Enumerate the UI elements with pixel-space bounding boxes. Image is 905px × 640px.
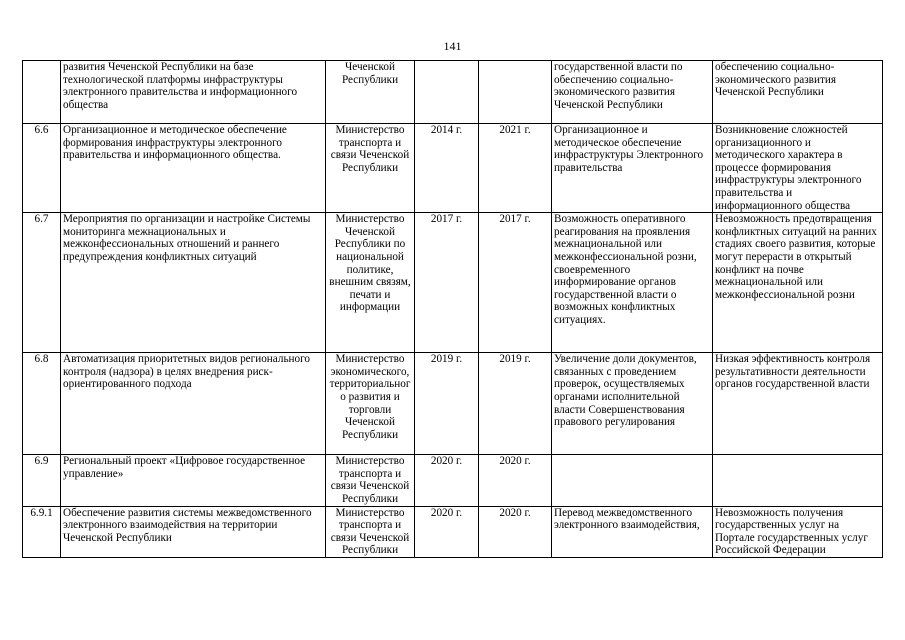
table-row: [23, 353, 883, 455]
table-row: [23, 61, 883, 124]
table-row: [23, 213, 883, 353]
row-number: 6.8: [23, 353, 61, 455]
end-date: 2020 г.: [479, 455, 552, 506]
measure-name: Автоматизация приоритетных видов регионального контроля (надзора) в целях внедрения риск-ориентированного подхода: [61, 353, 326, 455]
measure-name: Мероприятия по организации и настройке Системы мониторинга межнациональных и межконфессиональных отношений и раннего предупреждения конфликтных ситуаций: [61, 213, 326, 353]
consequence: [713, 455, 883, 506]
measure-name: развития Чеченской Республики на базе технологической платформы инфраструктуры электронного правительства и информационного общества: [61, 61, 326, 124]
row-number: 6.7: [23, 213, 61, 353]
start-date: 2020 г.: [415, 455, 479, 506]
measure-name: Организационное и методическое обеспечение формирования инфраструктуры электронного правительства и информационного общества.: [61, 124, 326, 213]
row-number: 6.6: [23, 124, 61, 213]
expected-result: государственной власти по обеспечению социально-экономического развития Чеченской Республики: [552, 61, 713, 124]
executor: Министерство Чеченской Республики по национальной политике, внешним связям, печати и информации: [326, 213, 415, 353]
executor: Чеченской Республики: [326, 61, 415, 124]
table-row: [23, 506, 883, 557]
consequence: Возникновение сложностей организационного и методического характера в процессе формирования инфраструктуры электронного правительства и информационного общества: [713, 124, 883, 213]
end-date: 2019 г.: [479, 353, 552, 455]
end-date: [479, 61, 552, 124]
start-date: 2017 г.: [415, 213, 479, 353]
end-date: 2017 г.: [479, 213, 552, 353]
start-date: 2019 г.: [415, 353, 479, 455]
executor: Министерство транспорта и связи Чеченской Республики: [326, 124, 415, 213]
consequence: Низкая эффективность контроля результативности деятельности органов государственной власти: [713, 353, 883, 455]
start-date: 2014 г.: [415, 124, 479, 213]
start-date: [415, 61, 479, 124]
measure-name: Региональный проект «Цифровое государственное управление»: [61, 455, 326, 506]
end-date: 2020 г.: [479, 506, 552, 557]
row-number: 6.9: [23, 455, 61, 506]
expected-result: [552, 455, 713, 506]
row-number: 6.9.1: [23, 506, 61, 557]
end-date: 2021 г.: [479, 124, 552, 213]
consequence: Невозможность получения государственных услуг на Портале государственных услуг Российской Федерации: [713, 506, 883, 557]
table-row: [23, 124, 883, 213]
page-number: 141: [443, 39, 462, 53]
row-number: [23, 61, 61, 124]
consequence: обеспечению социально-экономического развития Чеченской Республики: [713, 61, 883, 124]
table-row: [23, 455, 883, 506]
expected-result: Перевод межведомственного электронного взаимодействия,: [552, 506, 713, 557]
expected-result: Организационное и методическое обеспечение инфраструктуры Электронного правительства: [552, 124, 713, 213]
executor: Министерство экономического, территориального развития и торговли Чеченской Республики: [326, 353, 415, 455]
executor: Министерство транспорта и связи Чеченской Республики: [326, 506, 415, 557]
measures-table: [22, 60, 883, 558]
consequence: Невозможность предотвращения конфликтных ситуаций на ранних стадиях своего развития, которые могут перерасти в открытый конфликт на почве межнациональной или межконфессиональной розни: [713, 213, 883, 353]
expected-result: Увеличение доли документов, связанных с проведением проверок, осуществляемых органами исполнительной власти Совершенствования правового регулирования: [552, 353, 713, 455]
expected-result: Возможность оперативного реагирования на проявления межнациональной или межконфессиональной розни, своевременного информирование органов государственной власти о возможных конфликтных ситуациях.: [552, 213, 713, 353]
measure-name: Обеспечение развития системы межведомственного электронного взаимодействия на территории Чеченской Республики: [61, 506, 326, 557]
executor: Министерство транспорта и связи Чеченской Республики: [326, 455, 415, 506]
start-date: 2020 г.: [415, 506, 479, 557]
